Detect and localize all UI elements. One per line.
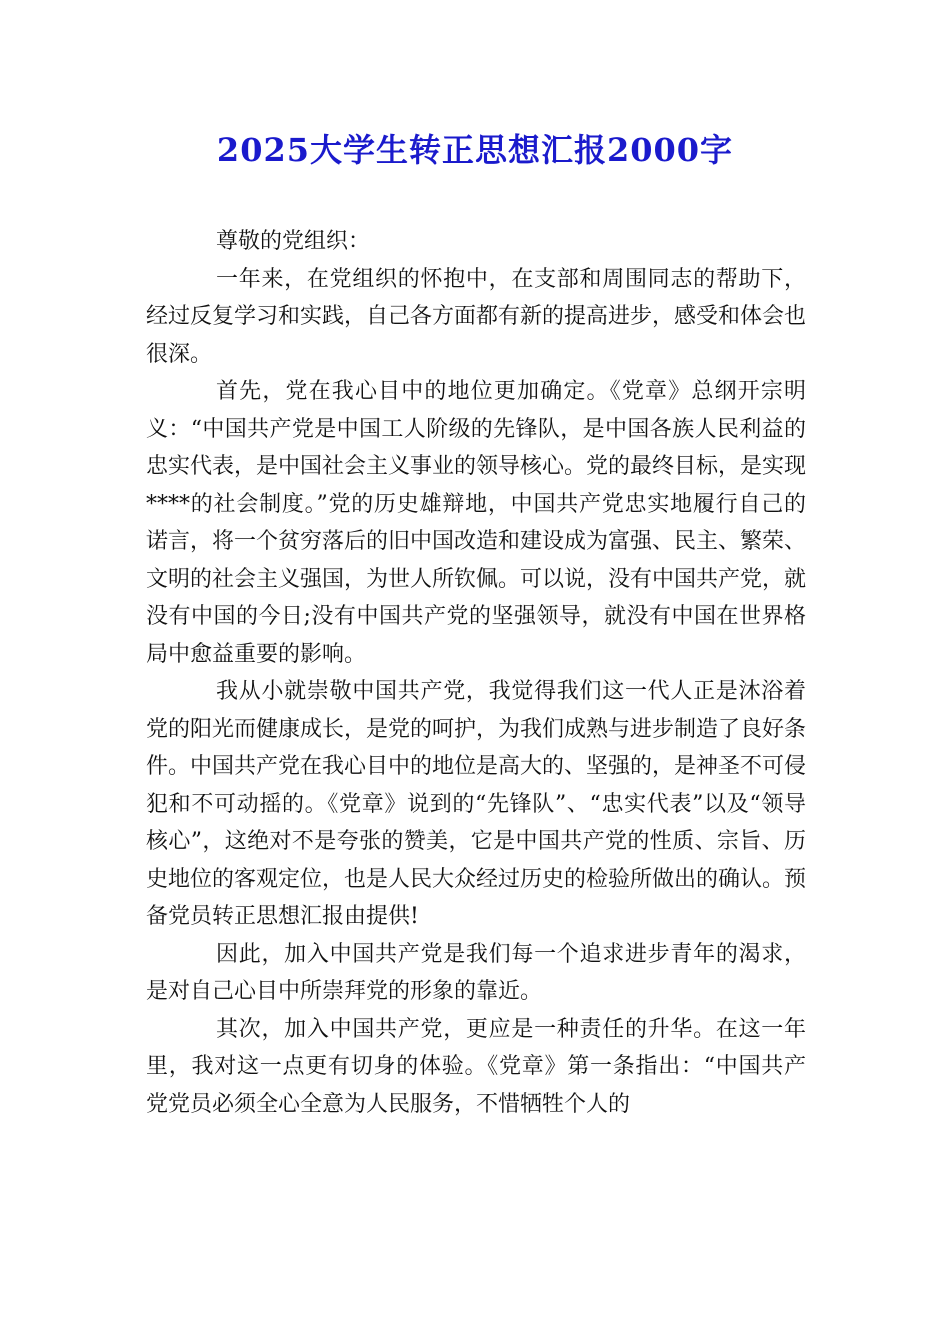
body-paragraph: 一年来，在党组织的怀抱中，在支部和周围同志的帮助下，经过反复学习和实践，自己各方面都有新的提高进步，感受和体会也很深。: [146, 266, 807, 367]
salutation-paragraph: 尊敬的党组织：: [216, 229, 371, 254]
document-title: 2025大学生转正思想汇报2000字: [216, 131, 734, 169]
body-paragraph: 因此，加入中国共产党是我们每一个追求进步青年的渴求，是对自己心目中所崇拜党的形象的靠近。: [146, 941, 806, 1004]
body-paragraph: 首先，党在我心目中的地位更加确定。《党章》总纲开宗明义：“中国共产党是中国工人阶级的先锋队，是中国各族人民利益的忠实代表，是中国社会主义事业的领导核心。党的最终目标，是实现****的社会制度。”党的历史雄辩地，中国共产党忠实地履行自己的诺言，将一个贫穷落后的旧中国改造和建设成为富强、民主、繁荣、文明的社会主义强国，为世人所钦佩。可以说，没有中国共产党，就没有中国的今日;没有中国共产党的坚强领导，就没有中国在世界格局中愈益重要的影响。: [146, 379, 807, 667]
document-body: [146, 223, 806, 1123]
body-paragraph: 我从小就崇敬中国共产党，我觉得我们这一代人正是沐浴着党的阳光而健康成长，是党的呵护，为我们成熟与进步制造了良好条件。中国共产党在我心目中的地位是高大的、坚强的，是神圣不可侵犯和不可动摇的。《党章》说到的“先锋队”、“忠实代表”以及“领导核心”，这绝对不是夸张的赞美，它是中国共产党的性质、宗旨、历史地位的客观定位，也是人民大众经过历史的检验所做出的确认。预备党员转正思想汇报由提供!: [146, 679, 807, 929]
body-paragraph: 其次，加入中国共产党，更应是一种责任的升华。在这一年里，我对这一点更有切身的体验。《党章》第一条指出：“中国共产党党员必须全心全意为人民服务，不惜牺牲个人的: [146, 1016, 806, 1117]
